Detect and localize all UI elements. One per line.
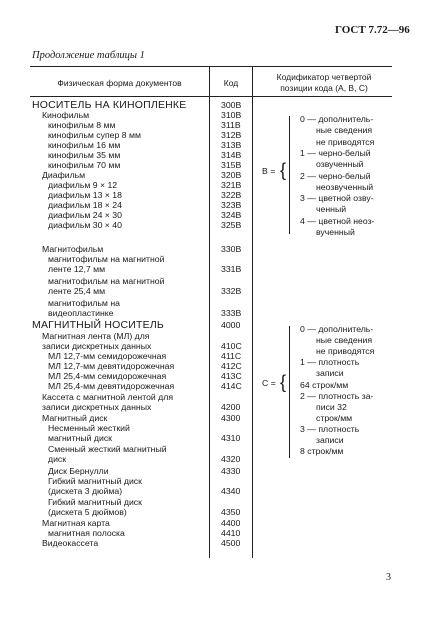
table-row-code: 331B — [221, 264, 242, 274]
table-row-label: магнитофильм на магнитной — [48, 254, 165, 264]
codifier-b-line: вученный — [316, 227, 355, 237]
table-row-code: 414C — [221, 381, 242, 391]
table-row-label: Диск Бернулли — [48, 466, 109, 476]
table-row-label: Диафильм — [42, 170, 86, 180]
table-row-label: МЛ 12,7-мм семидорожечная — [48, 351, 167, 361]
table-row-code: 324B — [221, 210, 242, 220]
table-row-code: 314B — [221, 150, 242, 160]
table-row-code: 312B — [221, 130, 242, 140]
codifier-c-line: записи — [316, 368, 344, 379]
table-row-label: диск — [48, 454, 67, 464]
table-row-label: Кинофильм — [42, 110, 90, 120]
codifier-c-line: строк/мм — [316, 412, 353, 423]
codifier-c-line: 2 — плотность за- — [300, 390, 374, 401]
codifier-b-brace: { — [280, 160, 287, 180]
codifier-b-letter: B = — [262, 166, 276, 176]
table-row-label: ленте 12,7 мм — [48, 264, 106, 274]
table-row-label: МЛ 12,7-мм девятидорожечная — [48, 361, 175, 371]
table-row-code: 310B — [221, 110, 242, 120]
table-row-code: 4000 — [221, 320, 241, 330]
column-divider-2 — [252, 66, 253, 558]
table-row-label: Видеокассета — [42, 538, 99, 548]
table-row-label: Магнитная лента (МЛ) для — [42, 331, 150, 341]
table-row-label: Гибкий магнитный диск — [48, 497, 142, 507]
column-header-codifier-line1: Кодификатор четвертой — [276, 72, 372, 82]
column-header-code: Код — [223, 78, 239, 88]
codifier-c-line: 3 — плотность — [300, 423, 360, 434]
table-row-label: записи дискретных данных — [42, 341, 152, 351]
table-row-label: ленте 25,4 мм — [48, 286, 106, 296]
page-number: 3 — [386, 572, 391, 583]
table-row-label: НОСИТЕЛЬ НА КИНОПЛЕНКЕ — [32, 99, 187, 111]
table-row-code: 330B — [221, 244, 242, 254]
column-header-codifier-line2: позиции кода (A, B, C) — [280, 83, 368, 93]
table-row-label: Магнитная карта — [42, 518, 110, 528]
table-row-label: Сменный жесткий магнитный — [48, 444, 167, 454]
table-continuation-caption: Продолжение таблицы 1 — [32, 50, 145, 61]
table-row-code: 4400 — [221, 518, 241, 528]
codifier-c-line: 64 строк/мм — [300, 379, 349, 390]
codifier-b-line: 4 — цветной неоз- — [300, 215, 375, 226]
table-row-code: 4320 — [221, 454, 241, 464]
codifier-c-brace: { — [280, 372, 287, 392]
column-header-form: Физическая форма документов — [57, 78, 182, 88]
table-row-code: 300B — [221, 100, 242, 110]
table-row-label: магнитофильм на магнитной — [48, 276, 165, 286]
table-row-label: диафильм 18 × 24 — [48, 200, 122, 210]
codifier-c-line: ные сведения — [316, 335, 373, 346]
table-row-code: 412C — [221, 361, 242, 371]
codifier-c-line: 0 — дополнитель- — [300, 324, 374, 334]
table-row-label: диафильм 13 × 18 — [48, 190, 122, 200]
codifier-b-line: 1 — черно-белый — [300, 147, 371, 158]
table-row-code: 4500 — [221, 538, 241, 548]
codifier-c-line: писи 32 — [316, 401, 347, 412]
table-row-label: МАГНИТНЫЙ НОСИТЕЛЬ — [32, 319, 164, 331]
codifier-c-line: не приводятся — [316, 346, 375, 357]
table-row-code: 4410 — [221, 528, 241, 538]
codifier-c-bracket-line — [289, 326, 290, 458]
table-row-label: записи дискретных данных — [42, 402, 152, 412]
table-row-code: 311B — [221, 120, 241, 130]
table-row-code: 4350 — [221, 507, 241, 517]
table-row-code: 323B — [221, 200, 242, 210]
table-row-label: Несменный жесткий — [48, 423, 130, 433]
table-row-label: кинофильм 35 мм — [48, 150, 121, 160]
document-header: ГОСТ 7.72—96 — [335, 24, 410, 36]
codifier-b-line: ченный — [316, 204, 347, 215]
codifier-b-line: 2 — черно-белый — [300, 170, 371, 181]
table-row-label: Гибкий магнитный диск — [48, 476, 142, 486]
table-row-code: 410C — [221, 341, 242, 351]
table-row-code: 411C — [221, 351, 242, 361]
table-row-code: 321B — [221, 180, 242, 190]
codifier-c-line: 1 — плотность — [300, 357, 360, 368]
table-row-label: магнитная полоска — [48, 528, 125, 538]
table-row-code: 4300 — [221, 413, 241, 423]
table-row-label: диафильм 30 × 40 — [48, 220, 122, 230]
codifier-b-line: 0 — дополнитель- — [300, 114, 374, 124]
table-row-label: кинофильм 16 мм — [48, 140, 121, 150]
table-row-label: диафильм 9 × 12 — [48, 180, 118, 190]
codifier-b-bracket-line — [289, 116, 290, 234]
table-row-label: видеопластинке — [48, 308, 114, 318]
table-row-code: 4330 — [221, 466, 241, 476]
codifier-b-line: озвученный — [316, 159, 364, 170]
table-row-code: 322B — [221, 190, 242, 200]
table-row-code: 315B — [221, 160, 242, 170]
column-divider-1 — [209, 66, 210, 558]
table-row-label: Магнитофильм — [42, 244, 104, 254]
table-row-label: Кассета с магнитной лентой для — [42, 392, 174, 402]
codifier-b-line: неозвученный — [316, 181, 374, 192]
table-top-rule — [30, 66, 392, 67]
codifier-b-line: ные сведения — [316, 125, 373, 136]
table-row-label: магнитофильм на — [48, 298, 120, 308]
table-row-code: 413C — [221, 371, 242, 381]
table-row-code: 325B — [221, 220, 242, 230]
table-row-code: 4340 — [221, 486, 241, 496]
table-header-rule — [30, 96, 392, 97]
codifier-c-line: 8 строк/мм — [300, 446, 344, 457]
table-row-label: Магнитный диск — [42, 413, 108, 423]
codifier-b-line: не приводятся — [316, 136, 375, 147]
codifier-c-line: записи — [316, 435, 344, 445]
table-row-label: МЛ 25,4-мм семидорожечная — [48, 371, 167, 381]
table-row-code: 4310 — [221, 433, 241, 443]
table-row-label: МЛ 25,4-мм девятидорожечная — [48, 381, 175, 391]
table-row-code: 332B — [221, 286, 242, 296]
table-row-code: 313B — [221, 140, 242, 150]
table-row-label: кинофильм 70 мм — [48, 160, 121, 170]
table-row-label: магнитный диск — [48, 433, 112, 443]
table-row-label: (дискета 5 дюймов) — [48, 507, 127, 517]
table-row-code: 333B — [221, 308, 242, 318]
table-row-label: кинофильм супер 8 мм — [48, 130, 141, 140]
table-row-code: 320B — [221, 170, 242, 180]
table-row-code: 4200 — [221, 402, 241, 412]
table-row-label: (дискета 3 дюйма) — [48, 486, 123, 496]
codifier-b-line: 3 — цветной озву- — [300, 193, 374, 204]
table-row-label: кинофильм 8 мм — [48, 120, 116, 130]
table-row-label: диафильм 24 × 30 — [48, 210, 122, 220]
codifier-c-letter: C = — [262, 378, 276, 388]
